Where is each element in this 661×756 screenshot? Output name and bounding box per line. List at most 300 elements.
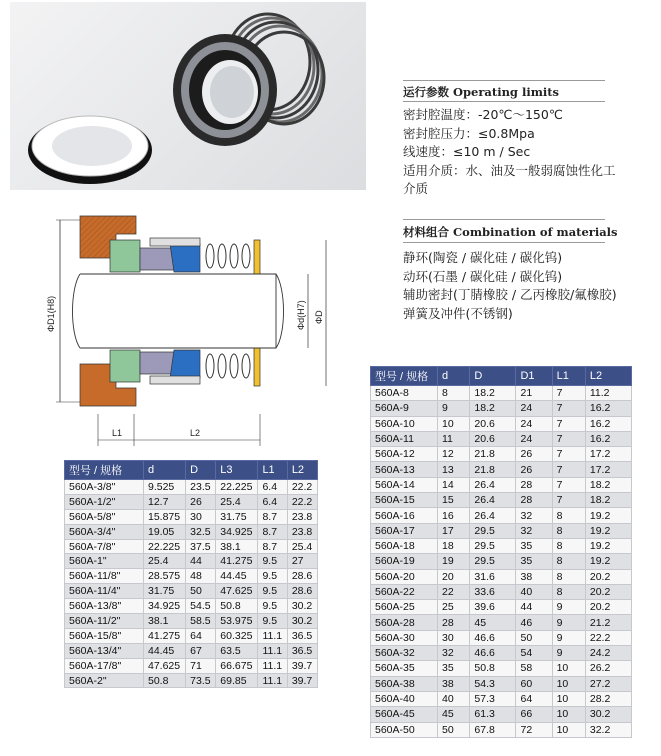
model-cell: 560A-11/2" [65, 614, 144, 629]
divider [403, 242, 605, 243]
value-cell: 40 [516, 584, 552, 599]
value-cell: 53.975 [216, 614, 258, 629]
value-cell: 9.5 [258, 614, 287, 629]
value-cell: 18.2 [585, 493, 631, 508]
value-cell: 50.8 [144, 673, 186, 688]
value-cell: 9 [552, 600, 585, 615]
model-cell: 560A-16 [371, 508, 438, 523]
value-cell: 20.2 [585, 584, 631, 599]
value-cell: 8.7 [258, 524, 287, 539]
value-cell: 21 [516, 386, 552, 401]
value-cell: 8 [552, 538, 585, 553]
value-cell: 7 [552, 462, 585, 477]
value-cell: 15.875 [144, 509, 186, 524]
col-header: 型号 / 规格 [65, 461, 144, 480]
value-cell: 50 [438, 722, 470, 737]
table-row [371, 691, 632, 706]
value-cell: 46.6 [470, 646, 516, 661]
value-cell: 29.5 [470, 554, 516, 569]
value-cell: 8 [552, 584, 585, 599]
model-cell: 560A-50 [371, 722, 438, 737]
d1-label: ΦD1(H8) [46, 295, 56, 332]
value-cell: 9 [552, 646, 585, 661]
model-cell: 560A-1/2" [65, 494, 144, 509]
value-cell: 10 [552, 707, 585, 722]
value-cell: 35 [516, 554, 552, 569]
value-cell: 21.8 [470, 447, 516, 462]
table-row [371, 707, 632, 722]
value-cell: 20.6 [470, 416, 516, 431]
value-cell: 23.5 [186, 480, 216, 495]
value-cell: 11.1 [258, 658, 287, 673]
table-row [65, 643, 318, 658]
col-header: L2 [287, 461, 317, 480]
operating-limits-text [403, 106, 633, 199]
divider [403, 219, 605, 220]
value-cell: 19.2 [585, 508, 631, 523]
value-cell: 64 [516, 691, 552, 706]
value-cell: 26 [516, 462, 552, 477]
value-cell: 20.2 [585, 569, 631, 584]
value-cell: 47.625 [144, 658, 186, 673]
value-cell: 38.1 [216, 539, 258, 554]
model-cell: 560A-11/8" [65, 569, 144, 584]
value-cell: 66 [516, 707, 552, 722]
value-cell: 8 [552, 523, 585, 538]
model-cell: 560A-25 [371, 600, 438, 615]
table-row [371, 431, 632, 446]
value-cell: 67.8 [470, 722, 516, 737]
value-cell: 9.525 [144, 480, 186, 495]
model-cell: 560A-38 [371, 676, 438, 691]
table-row [65, 673, 318, 688]
value-cell: 6.4 [258, 480, 287, 495]
value-cell: 50.8 [470, 661, 516, 676]
model-cell: 560A-14 [371, 477, 438, 492]
value-cell: 28.2 [585, 691, 631, 706]
value-cell: 46 [516, 615, 552, 630]
table-row [65, 524, 318, 539]
col-header: L2 [585, 367, 631, 386]
value-cell: 46.6 [470, 630, 516, 645]
table-row [65, 494, 318, 509]
value-cell: 64 [186, 628, 216, 643]
value-cell: 11.2 [585, 386, 631, 401]
value-cell: 29.5 [470, 538, 516, 553]
value-cell: 13 [438, 462, 470, 477]
model-cell: 560A-28 [371, 615, 438, 630]
material-line: 静环(陶瓷 / 碳化硅 / 碳化钨) [403, 250, 563, 265]
operating-line: 线速度：≤10 m / Sec [403, 144, 531, 159]
value-cell: 37.5 [186, 539, 216, 554]
col-header: 型号 / 规格 [371, 367, 438, 386]
table-row [371, 615, 632, 630]
value-cell: 41.275 [144, 628, 186, 643]
value-cell: 8.7 [258, 539, 287, 554]
table-row [65, 509, 318, 524]
table-row [371, 477, 632, 492]
value-cell: 20 [438, 569, 470, 584]
value-cell: 26.4 [470, 477, 516, 492]
value-cell: 63.5 [216, 643, 258, 658]
value-cell: 36.5 [287, 643, 317, 658]
value-cell: 12.7 [144, 494, 186, 509]
table-row [371, 600, 632, 615]
table-row [371, 661, 632, 676]
value-cell: 18.2 [585, 477, 631, 492]
value-cell: 34.925 [144, 599, 186, 614]
operating-line: 密封腔温度：-20℃～150℃ [403, 107, 563, 122]
value-cell: 8.7 [258, 509, 287, 524]
value-cell: 7 [552, 431, 585, 446]
operating-line: 适用介质：水、油及一般弱腐蚀性化工 [403, 162, 616, 178]
value-cell: 34.925 [216, 524, 258, 539]
value-cell: 38.1 [144, 614, 186, 629]
value-cell: 31.6 [470, 569, 516, 584]
value-cell: 28.6 [287, 584, 317, 599]
value-cell: 24.2 [585, 646, 631, 661]
value-cell: 19.2 [585, 538, 631, 553]
table-row [371, 386, 632, 401]
value-cell: 73.5 [186, 673, 216, 688]
value-cell: 17 [438, 523, 470, 538]
value-cell: 18.2 [470, 386, 516, 401]
col-header: L3 [216, 461, 258, 480]
table-row [371, 722, 632, 737]
table-row [371, 508, 632, 523]
value-cell: 32.5 [186, 524, 216, 539]
value-cell: 26 [516, 447, 552, 462]
model-cell: 560A-17 [371, 523, 438, 538]
value-cell: 67 [186, 643, 216, 658]
value-cell: 19.2 [585, 554, 631, 569]
value-cell: 10 [552, 676, 585, 691]
value-cell: 28.575 [144, 569, 186, 584]
value-cell: 29.5 [470, 523, 516, 538]
table-row [65, 539, 318, 554]
model-cell: 560A-1" [65, 554, 144, 569]
value-cell: 16.2 [585, 431, 631, 446]
table-row [371, 584, 632, 599]
table-row [65, 480, 318, 495]
value-cell: 12 [438, 447, 470, 462]
value-cell: 11.1 [258, 673, 287, 688]
model-cell: 560A-20 [371, 569, 438, 584]
value-cell: 19.05 [144, 524, 186, 539]
value-cell: 9 [552, 615, 585, 630]
value-cell: 8 [552, 569, 585, 584]
table-row [371, 646, 632, 661]
value-cell: 22.2 [585, 630, 631, 645]
model-cell: 560A-45 [371, 707, 438, 722]
value-cell: 11.1 [258, 643, 287, 658]
value-cell: 50 [186, 584, 216, 599]
value-cell: 22 [438, 584, 470, 599]
value-cell: 24 [516, 431, 552, 446]
table-row [371, 569, 632, 584]
value-cell: 54.3 [470, 676, 516, 691]
value-cell: 22.225 [216, 480, 258, 495]
value-cell: 50.8 [216, 599, 258, 614]
value-cell: 44.45 [144, 643, 186, 658]
value-cell: 28 [438, 615, 470, 630]
value-cell: 8 [552, 554, 585, 569]
value-cell: 17.2 [585, 462, 631, 477]
table-row [371, 630, 632, 645]
value-cell: 48 [186, 569, 216, 584]
table-row [65, 614, 318, 629]
model-cell: 560A-35 [371, 661, 438, 676]
value-cell: 58 [516, 661, 552, 676]
value-cell: 25 [438, 600, 470, 615]
model-cell: 560A-7/8" [65, 539, 144, 554]
value-cell: 25.4 [144, 554, 186, 569]
value-cell: 32 [438, 646, 470, 661]
table-row [65, 628, 318, 643]
model-cell: 560A-15/8" [65, 628, 144, 643]
model-cell: 560A-3/4" [65, 524, 144, 539]
table-row [371, 523, 632, 538]
value-cell: 18.2 [470, 401, 516, 416]
value-cell: 32 [516, 508, 552, 523]
value-cell: 35 [438, 661, 470, 676]
value-cell: 58.5 [186, 614, 216, 629]
product-photo [10, 2, 366, 190]
value-cell: 35 [516, 538, 552, 553]
value-cell: 18 [438, 538, 470, 553]
model-cell: 560A-11/4" [65, 584, 144, 599]
value-cell: 9.5 [258, 584, 287, 599]
value-cell: 10 [438, 416, 470, 431]
value-cell: 36.5 [287, 628, 317, 643]
value-cell: 19 [438, 554, 470, 569]
spec-table-metric [370, 366, 632, 738]
value-cell: 15 [438, 493, 470, 508]
materials-text [403, 249, 633, 323]
rotating-unit-image [173, 34, 277, 146]
value-cell: 9.5 [258, 554, 287, 569]
dh7-label: Φd(H7) [296, 300, 306, 330]
table-row [371, 493, 632, 508]
model-cell: 560A-10 [371, 416, 438, 431]
value-cell: 28 [516, 493, 552, 508]
value-cell: 31.75 [144, 584, 186, 599]
value-cell: 7 [552, 477, 585, 492]
model-cell: 560A-8 [371, 386, 438, 401]
value-cell: 28 [516, 477, 552, 492]
value-cell: 24 [516, 416, 552, 431]
value-cell: 31.75 [216, 509, 258, 524]
model-cell: 560A-12 [371, 447, 438, 462]
value-cell: 23.8 [287, 509, 317, 524]
table-row [371, 447, 632, 462]
operating-limits-title: 运行参数 Operating limits [403, 85, 560, 99]
model-cell: 560A-18 [371, 538, 438, 553]
table-row [65, 554, 318, 569]
divider [403, 80, 605, 81]
value-cell: 10 [552, 722, 585, 737]
value-cell: 32.2 [585, 722, 631, 737]
operating-line: 介质 [403, 181, 429, 196]
value-cell: 28.6 [287, 569, 317, 584]
model-cell: 560A-15 [371, 493, 438, 508]
value-cell: 16 [438, 508, 470, 523]
model-cell: 560A-19 [371, 554, 438, 569]
value-cell: 30.2 [585, 707, 631, 722]
value-cell: 7 [552, 401, 585, 416]
value-cell: 7 [552, 386, 585, 401]
value-cell: 66.675 [216, 658, 258, 673]
material-line: 弹簧及冲件(不锈钢) [403, 305, 513, 321]
value-cell: 25.4 [216, 494, 258, 509]
value-cell: 22.2 [287, 480, 317, 495]
model-cell: 560A-17/8" [65, 658, 144, 673]
value-cell: 30.2 [287, 614, 317, 629]
value-cell: 38 [438, 676, 470, 691]
model-cell: 560A-30 [371, 630, 438, 645]
value-cell: 21.8 [470, 462, 516, 477]
value-cell: 41.275 [216, 554, 258, 569]
value-cell: 60 [516, 676, 552, 691]
value-cell: 19.2 [585, 523, 631, 538]
value-cell: 26.4 [470, 508, 516, 523]
table-row [371, 462, 632, 477]
value-cell: 9.5 [258, 599, 287, 614]
stationary-ring-image [28, 116, 152, 184]
model-cell: 560A-5/8" [65, 509, 144, 524]
col-header: d [144, 461, 186, 480]
value-cell: 22.2 [287, 494, 317, 509]
col-header: D [186, 461, 216, 480]
l1-label: L1 [112, 428, 123, 438]
table-row [371, 538, 632, 553]
value-cell: 22.225 [144, 539, 186, 554]
value-cell: 39.6 [470, 600, 516, 615]
operating-line: 密封腔压力：≤0.8Mpa [403, 125, 535, 141]
model-cell: 560A-11 [371, 431, 438, 446]
value-cell: 45 [438, 707, 470, 722]
model-cell: 560A-13/8" [65, 599, 144, 614]
value-cell: 69.85 [216, 673, 258, 688]
value-cell: 11 [438, 431, 470, 446]
value-cell: 38 [516, 569, 552, 584]
value-cell: 9 [552, 630, 585, 645]
table-row [65, 584, 318, 599]
l2-label: L2 [190, 428, 201, 438]
value-cell: 39.7 [287, 673, 317, 688]
model-cell: 560A-2" [65, 673, 144, 688]
model-cell: 560A-13 [371, 462, 438, 477]
value-cell: 7 [552, 493, 585, 508]
table-row [371, 416, 632, 431]
value-cell: 24 [516, 401, 552, 416]
value-cell: 20.2 [585, 600, 631, 615]
value-cell: 23.8 [287, 524, 317, 539]
value-cell: 10 [552, 661, 585, 676]
value-cell: 39.7 [287, 658, 317, 673]
value-cell: 72 [516, 722, 552, 737]
materials-title: 材料组合 Combination of materials [403, 225, 618, 239]
value-cell: 44.45 [216, 569, 258, 584]
value-cell: 50 [516, 630, 552, 645]
value-cell: 61.3 [470, 707, 516, 722]
value-cell: 21.2 [585, 615, 631, 630]
value-cell: 44 [186, 554, 216, 569]
spec-table-inch [64, 460, 318, 688]
value-cell: 40 [438, 691, 470, 706]
model-cell: 560A-40 [371, 691, 438, 706]
value-cell: 33.6 [470, 584, 516, 599]
value-cell: 20.6 [470, 431, 516, 446]
table-row [65, 599, 318, 614]
value-cell: 54 [516, 646, 552, 661]
value-cell: 16.2 [585, 401, 631, 416]
table-row [65, 569, 318, 584]
model-cell: 560A-3/8" [65, 480, 144, 495]
value-cell: 30.2 [287, 599, 317, 614]
col-header: D1 [516, 367, 552, 386]
value-cell: 16.2 [585, 416, 631, 431]
table-row [371, 401, 632, 416]
value-cell: 71 [186, 658, 216, 673]
value-cell: 26.2 [585, 661, 631, 676]
value-cell: 30 [186, 509, 216, 524]
value-cell: 8 [438, 386, 470, 401]
value-cell: 9.5 [258, 569, 287, 584]
table-row [371, 676, 632, 691]
model-cell: 560A-9 [371, 401, 438, 416]
value-cell: 10 [552, 691, 585, 706]
value-cell: 8 [552, 508, 585, 523]
value-cell: 25.4 [287, 539, 317, 554]
model-cell: 560A-22 [371, 584, 438, 599]
value-cell: 14 [438, 477, 470, 492]
value-cell: 7 [552, 447, 585, 462]
value-cell: 11.1 [258, 628, 287, 643]
value-cell: 45 [470, 615, 516, 630]
value-cell: 44 [516, 600, 552, 615]
table-row [65, 658, 318, 673]
value-cell: 9 [438, 401, 470, 416]
d-label: ΦD [314, 310, 324, 324]
value-cell: 47.625 [216, 584, 258, 599]
material-line: 辅助密封(丁腈橡胶 / 乙丙橡胶/氟橡胶) [403, 287, 617, 302]
value-cell: 7 [552, 416, 585, 431]
value-cell: 60.325 [216, 628, 258, 643]
material-line: 动环(石墨 / 碳化硅 / 碳化钨) [403, 268, 563, 284]
seal-cross-section-diagram [40, 214, 340, 454]
value-cell: 27 [287, 554, 317, 569]
value-cell: 17.2 [585, 447, 631, 462]
value-cell: 54.5 [186, 599, 216, 614]
col-header: D [470, 367, 516, 386]
divider [403, 101, 605, 102]
value-cell: 30 [438, 630, 470, 645]
value-cell: 57.3 [470, 691, 516, 706]
value-cell: 6.4 [258, 494, 287, 509]
col-header: L1 [552, 367, 585, 386]
value-cell: 26.4 [470, 493, 516, 508]
model-cell: 560A-13/4" [65, 643, 144, 658]
col-header: d [438, 367, 470, 386]
col-header: L1 [258, 461, 287, 480]
value-cell: 32 [516, 523, 552, 538]
model-cell: 560A-32 [371, 646, 438, 661]
value-cell: 26 [186, 494, 216, 509]
mechanical-seal-photo [10, 2, 366, 190]
value-cell: 27.2 [585, 676, 631, 691]
table-row [371, 554, 632, 569]
